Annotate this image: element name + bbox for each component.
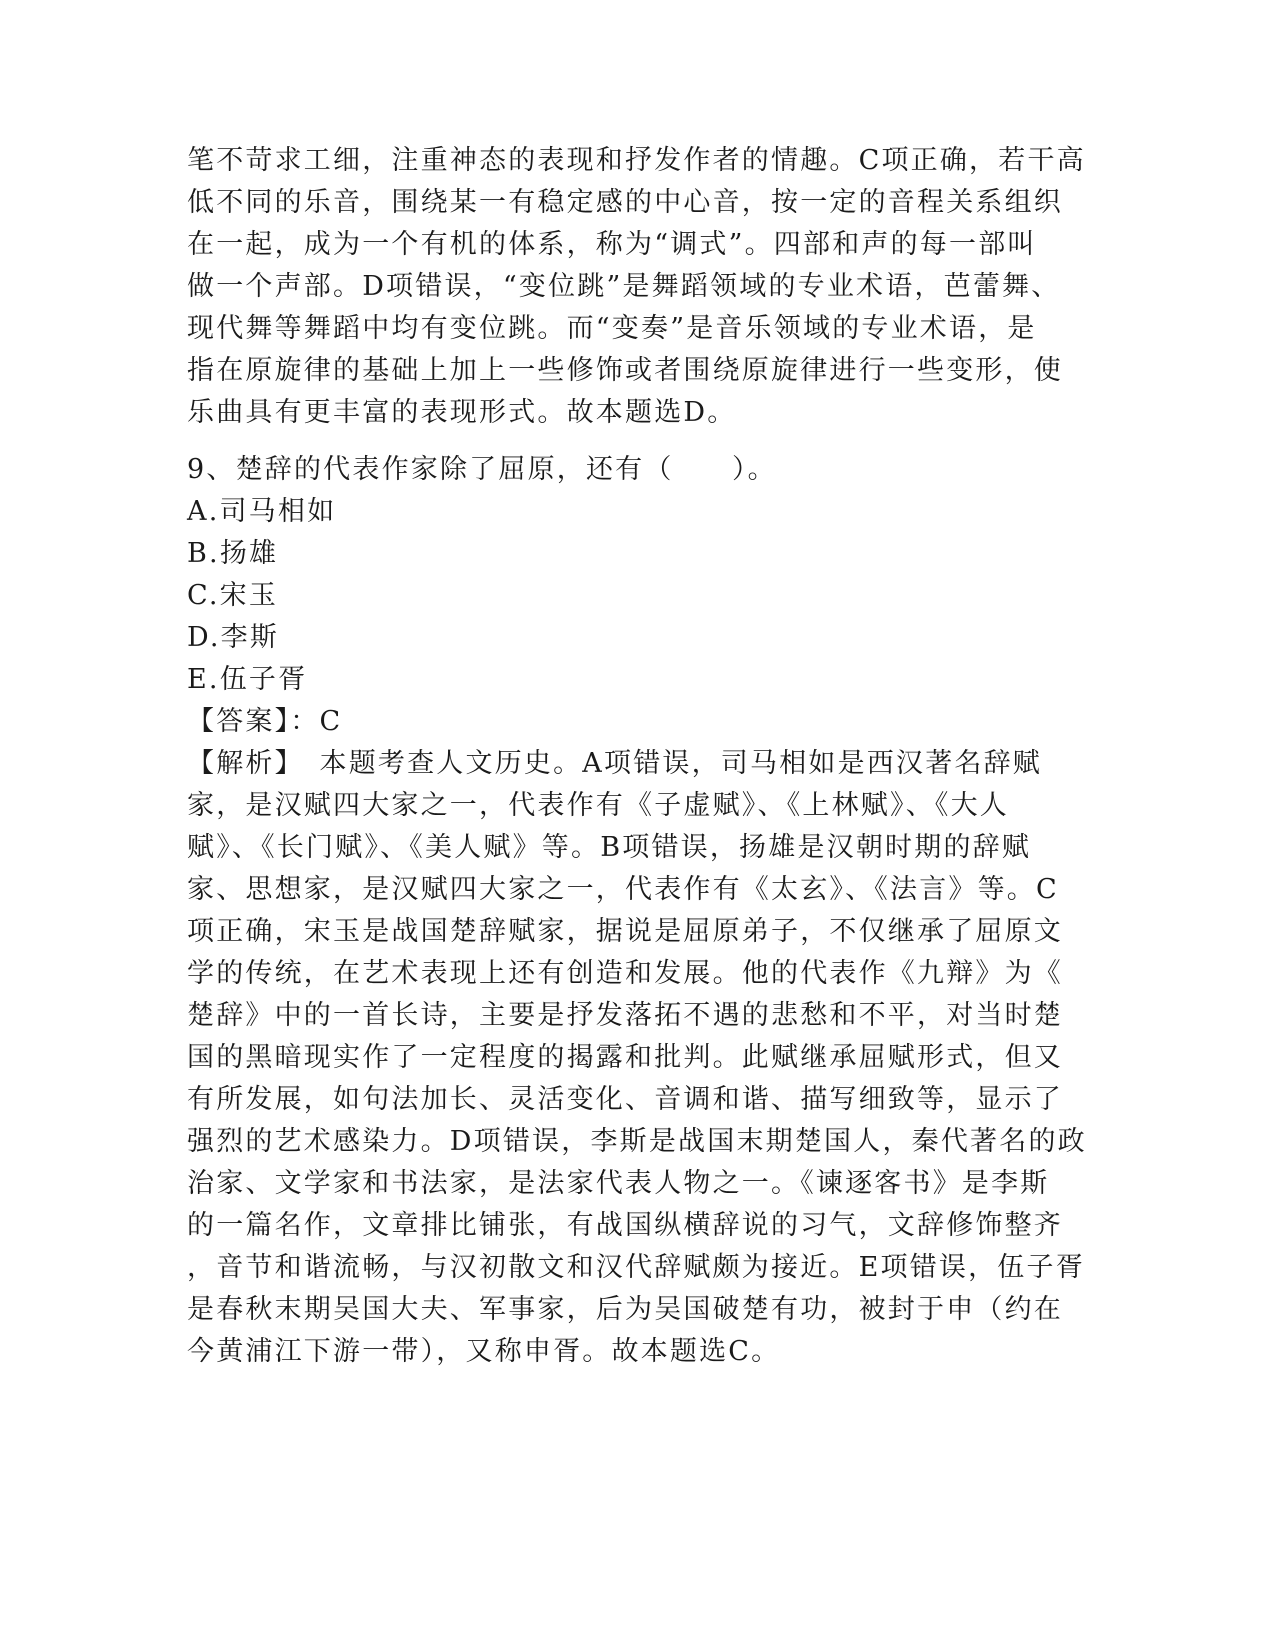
option-c: C.宋玉 bbox=[187, 580, 279, 611]
explanation-line: 指在原旋律的基础上加上一些修饰或者围绕原旋律进行一些变形，使 bbox=[187, 355, 1063, 386]
analysis-line: 今黄浦江下游一带），又称申胥。故本题选C。 bbox=[187, 1336, 781, 1367]
analysis-line: 学的传统，在艺术表现上还有创造和发展。他的代表作《九辩》为《 bbox=[187, 958, 1063, 989]
analysis-line: 家，是汉赋四大家之一，代表作有《子虚赋》、《上林赋》、《大人 bbox=[187, 790, 1009, 821]
analysis-line: 是春秋末期吴国大夫、军事家，后为吴国破楚有功，被封于申（约在 bbox=[187, 1294, 1063, 1325]
explanation-line: 现代舞等舞蹈中均有变位跳。而“变奏”是音乐领域的专业术语，是 bbox=[187, 313, 1037, 344]
option-e: E.伍子胥 bbox=[187, 664, 308, 695]
analysis-line: 楚辞》中的一首长诗，主要是抒发落拓不遇的悲愁和不平，对当时楚 bbox=[187, 1000, 1063, 1031]
analysis-line: 的一篇名作，文章排比铺张，有战国纵横辞说的习气，文辞修饰整齐 bbox=[187, 1210, 1063, 1241]
analysis-line: 有所发展，如句法加长、灵活变化、音调和谐、描写细致等，显示了 bbox=[187, 1084, 1063, 1115]
answer: 【答案】：C bbox=[187, 706, 343, 737]
option-a: A.司马相如 bbox=[187, 496, 337, 527]
question-stem: 9、楚辞的代表作家除了屈原，还有（ ）。 bbox=[187, 454, 777, 485]
analysis-line: 国的黑暗现实作了一定程度的揭露和批判。此赋继承屈赋形式，但又 bbox=[187, 1042, 1063, 1073]
analysis-line: 治家、文学家和书法家，是法家代表人物之一。《谏逐客书》是李斯 bbox=[187, 1168, 1050, 1199]
option-b: B.扬雄 bbox=[187, 538, 279, 569]
explanation-line: 低不同的乐音，围绕某一有稳定感的中心音，按一定的音程关系组织 bbox=[187, 187, 1063, 218]
analysis-line: 【解析】 本题考查人文历史。A项错误，司马相如是西汉著名辞赋 bbox=[187, 748, 1042, 779]
analysis-line: 项正确，宋玉是战国楚辞赋家，据说是屈原弟子，不仅继承了屈原文 bbox=[187, 916, 1063, 947]
analysis-line: 家、思想家，是汉赋四大家之一，代表作有《太玄》、《法言》等。C bbox=[187, 874, 1059, 905]
explanation-line: 乐曲具有更丰富的表现形式。故本题选D。 bbox=[187, 397, 737, 428]
explanation-line: 笔不苛求工细，注重神态的表现和抒发作者的情趣。C项正确，若干高 bbox=[187, 145, 1086, 176]
option-d: D.李斯 bbox=[187, 622, 280, 653]
analysis-line: ，音节和谐流畅，与汉初散文和汉代辞赋颇为接近。E项错误，伍子胥 bbox=[187, 1252, 1085, 1283]
analysis-line: 强烈的艺术感染力。D项错误，李斯是战国末期楚国人，秦代著名的政 bbox=[187, 1126, 1087, 1157]
explanation-line: 做一个声部。D项错误，“变位跳”是舞蹈领域的专业术语，芭蕾舞、 bbox=[187, 271, 1061, 302]
analysis-line: 赋》、《长门赋》、《美人赋》等。B项错误，扬雄是汉朝时期的辞赋 bbox=[187, 832, 1032, 863]
explanation-line: 在一起，成为一个有机的体系，称为“调式”。四部和声的每一部叫 bbox=[187, 229, 1037, 260]
